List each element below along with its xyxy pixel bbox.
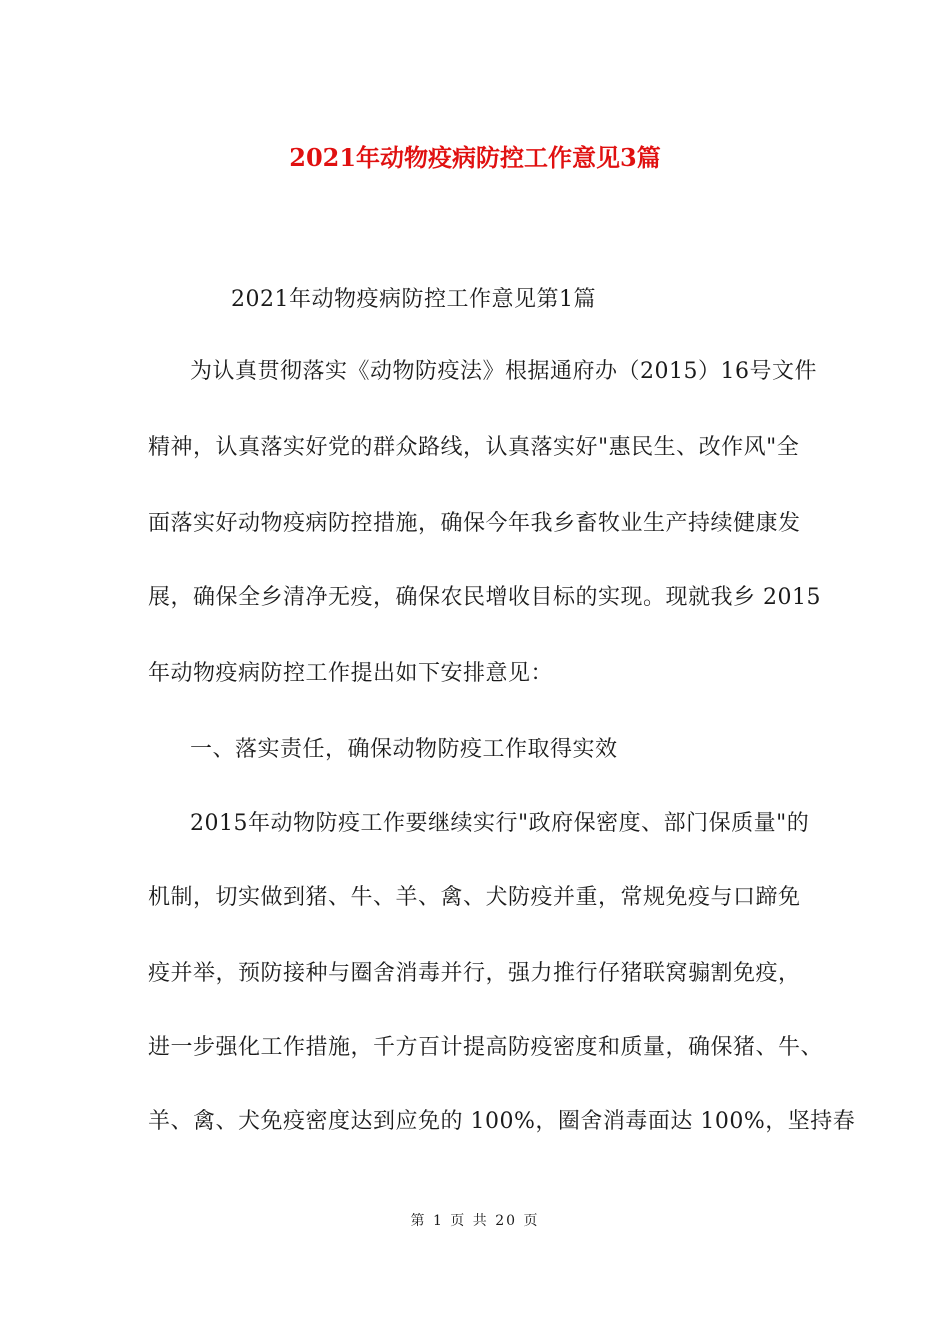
paragraph-line: 羊、禽、犬免疫密度达到应免的 100%，圈舍消毒面达 100%，坚持春 — [148, 1109, 856, 1134]
page-number-footer: 第 1 页 共 20 页 — [410, 1213, 540, 1229]
paragraph-line: 机制，切实做到猪、牛、羊、禽、犬防疫并重，常规免疫与口蹄免 — [148, 885, 801, 910]
paragraph-line: 精神，认真落实好党的群众路线，认真落实好"惠民生、改作风"全 — [148, 435, 800, 460]
paragraph-line: 展，确保全乡清净无疫，确保农民增收目标的实现。现就我乡 2015 — [148, 585, 821, 610]
paragraph-line: 进一步强化工作措施，千方百计提高防疫密度和质量，确保猪、牛、 — [148, 1035, 824, 1060]
paragraph-line: 年动物疫病防控工作提出如下安排意见： — [148, 661, 554, 686]
section-heading: 2021年动物疫病防控工作意见第1篇 — [231, 287, 596, 312]
paragraph-line: 2015年动物防疫工作要继续实行"政府保密度、部门保质量"的 — [190, 811, 810, 836]
paragraph-line: 面落实好动物疫病防控措施，确保今年我乡畜牧业生产持续健康发 — [148, 511, 801, 536]
subsection-heading: 一、落实责任，确保动物防疫工作取得实效 — [190, 737, 618, 762]
paragraph-line: 为认真贯彻落实《动物防疫法》根据通府办（2015）16号文件 — [190, 359, 817, 384]
paragraph-line: 疫并举，预防接种与圈舍消毒并行，强力推行仔猪联窝骟割免疫， — [148, 961, 801, 986]
document-title: 2021年动物疫病防控工作意见3篇 — [289, 143, 661, 172]
